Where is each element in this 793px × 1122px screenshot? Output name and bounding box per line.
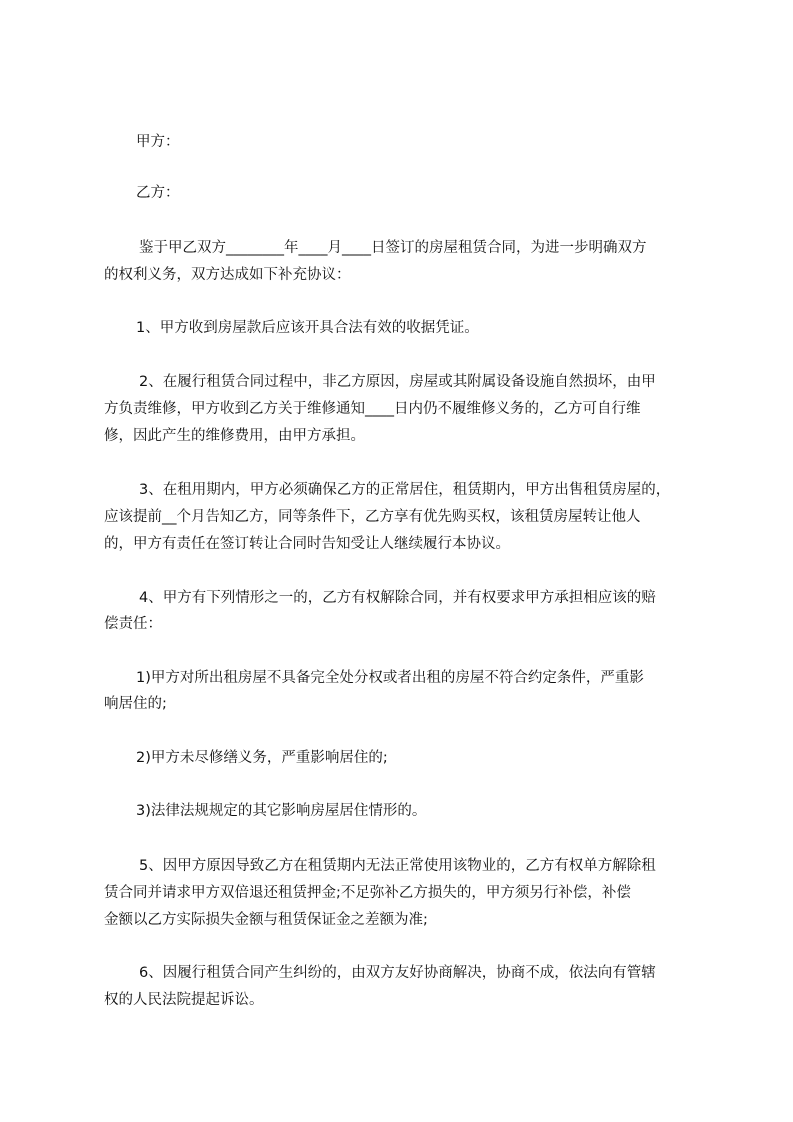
- intro-line-1: 鉴于甲乙双方________年____月____日签订的房屋租赁合同，为进一步明确双方: [139, 240, 647, 256]
- party-b-label: 乙方：: [136, 185, 180, 201]
- clause-6-line-1: 6、因履行租赁合同产生纠纷的，由双方友好协商解决，协商不成，依法向有管辖: [139, 965, 656, 981]
- clause-4-1-line-1: 1)甲方对所出租房屋不具备完全处分权或者出租的房屋不符合约定条件，严重影: [136, 670, 644, 686]
- clause-5-line-3: 金额以乙方实际损失金额与租赁保证金之差额为准;: [104, 912, 428, 928]
- clause-6-line-2: 权的人民法院提起诉讼。: [104, 992, 264, 1008]
- clause-4-line-2: 偿责任：: [104, 616, 162, 632]
- clause-4-line-1: 4、甲方有下列情形之一的，乙方有权解除合同，并有权要求甲方承担相应该的赔: [139, 590, 656, 606]
- clause-3-line-1: 3、在租用期内，甲方必须确保乙方的正常居住，租赁期内，甲方出售租赁房屋的，: [139, 482, 671, 498]
- clause-3-line-2: 应该提前__个月告知乙方，同等条件下，乙方享有优先购买权，该租赁房屋转让他人: [104, 509, 641, 525]
- clause-5-line-1: 5、因甲方原因导致乙方在租赁期内无法正常使用该物业的，乙方有权单方解除租: [139, 858, 656, 874]
- clause-4-3-line-1: 3)法律法规规定的其它影响房屋居住情形的。: [136, 803, 427, 819]
- clause-5-line-2: 赁合同并请求甲方双倍退还租赁押金;不足弥补乙方损失的，甲方须另行补偿，补偿: [104, 885, 631, 901]
- clause-4-1-line-2: 响居住的;: [104, 696, 167, 712]
- clause-2-line-3: 修，因此产生的维修费用，由甲方承担。: [104, 428, 365, 444]
- clause-2-line-1: 2、在履行租赁合同过程中，非乙方原因，房屋或其附属设备设施自然损坏，由甲: [139, 374, 656, 390]
- clause-4-2-line-1: 2)甲方未尽修缮义务，严重影响居住的;: [136, 750, 388, 766]
- intro-line-2: 的权利义务，双方达成如下补充协议：: [104, 267, 351, 283]
- clause-3-line-3: 的，甲方有责任在签订转让合同时告知受让人继续履行本协议。: [104, 536, 510, 552]
- clause-2-line-2: 方负责维修，甲方收到乙方关于维修通知____日内仍不履维修义务的，乙方可自行维: [104, 401, 641, 417]
- clause-1-line-1: 1、甲方收到房屋款后应该开具合法有效的收据凭证。: [136, 320, 479, 336]
- party-a-label: 甲方：: [136, 134, 180, 150]
